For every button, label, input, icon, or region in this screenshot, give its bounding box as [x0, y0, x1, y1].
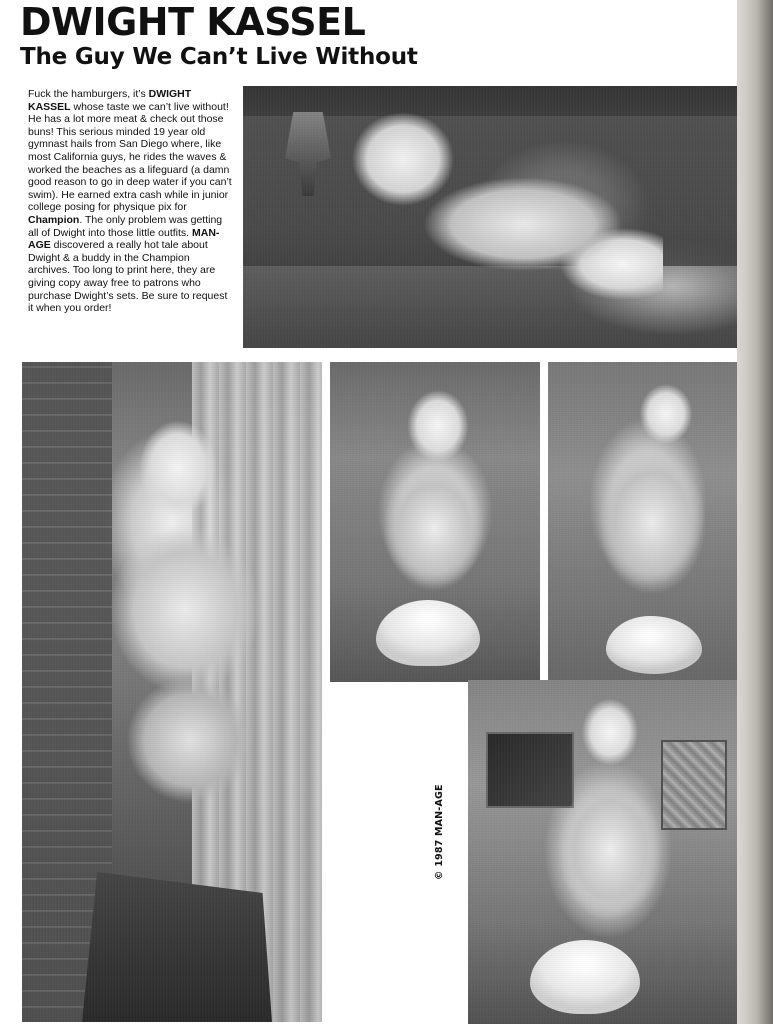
page-title: DWIGHT KASSEL [20, 0, 366, 44]
photo-arms-behind-head [330, 362, 540, 682]
article-body-text: Fuck the hamburgers, it’s DWIGHT KASSEL whose taste we can’t live without! He has a lot more meat & check out those buns! This serious minded 19 year old gymnast hails from San Diego where, like most California guys, he rides the waves & worked the beaches as a lifeguard (a damn good reason to go in deep water if you can’t swim). He earned extra cash while in junior college posing for physique pix for Champion. The only problem was getting all of Dwight into those little outfits. MAN-AGE discovered a really hot tale about Dwight & a buddy in the Champion archives. Too long to print here, they are giving copy away free to patrons who purchase Dwight’s sets. Be sure to request it when you order! [28, 88, 232, 315]
binding-gutter [737, 0, 773, 1024]
headline-block [20, 2, 440, 70]
photo-squat-jeans [82, 872, 272, 1022]
photo-rear-view [548, 362, 737, 682]
page-subtitle: The Guy We Can’t Live Without [20, 44, 418, 70]
photo-couch-figure [333, 104, 663, 334]
photo-squatting-figure [22, 362, 322, 1022]
photo-standing-front [468, 680, 737, 1024]
copyright-notice: © 1987 MAN-AGE [434, 784, 445, 880]
photo-reclining-couch [243, 86, 737, 348]
